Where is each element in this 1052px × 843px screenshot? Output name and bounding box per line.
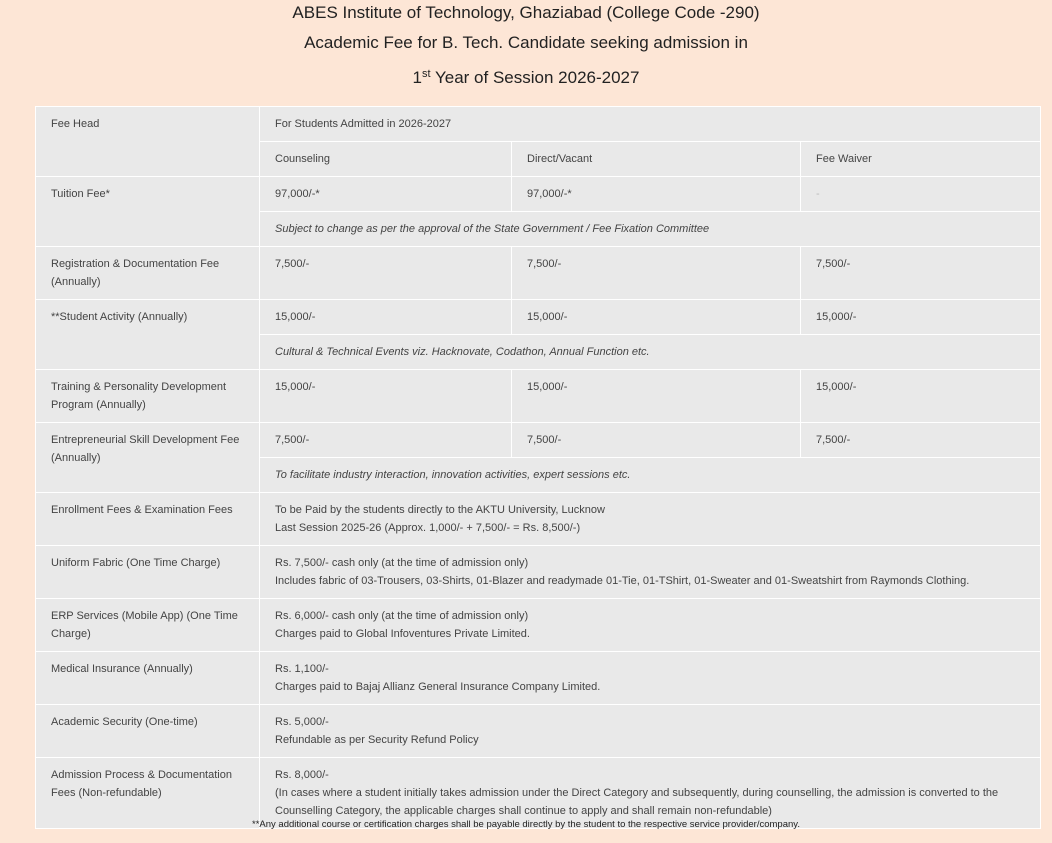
row-detail: [260, 599, 1041, 652]
row-label: Medical Insurance (Annually): [36, 652, 260, 705]
table-row: [36, 546, 1041, 599]
column-header-waiver: Fee Waiver: [801, 142, 1041, 177]
institute-title: ABES Institute of Technology, Ghaziabad (College Code -290): [292, 3, 760, 22]
cell-counseling: 97,000/-*: [260, 177, 512, 212]
cell-direct: 15,000/-: [512, 370, 801, 423]
row-label: ERP Services (Mobile App) (One Time Charge): [36, 599, 260, 652]
row-note: Subject to change as per the approval of the State Government / Fee Fixation Committee: [260, 212, 1041, 247]
cell-direct: 7,500/-: [512, 423, 801, 458]
table-row: [36, 423, 1041, 458]
table-row: [36, 705, 1041, 758]
footnote: **Any additional course or certification charges shall be payable directly by the student to the respective service provider/company.: [252, 819, 800, 830]
fee-head-header: Fee Head: [36, 107, 260, 177]
row-label: Uniform Fabric (One Time Charge): [36, 546, 260, 599]
row-note: To facilitate industry interaction, innovation activities, expert sessions etc.: [260, 458, 1041, 493]
row-label: **Student Activity (Annually): [36, 300, 260, 370]
row-label: Academic Security (One-time): [36, 705, 260, 758]
detail-line: (In cases where a student initially takes admission under the Direct Category and subsequently, during counselling, the admission is converted to the Counselling Category, the applicable charges shall continue to apply and shall remain non-refundable): [275, 787, 999, 817]
fee-subtitle: Academic Fee for B. Tech. Candidate seeking admission in: [304, 33, 748, 52]
table-row: [36, 493, 1041, 546]
row-detail: [260, 546, 1041, 599]
year-ordinal-suffix: st: [422, 68, 431, 80]
cell-direct: 7,500/-: [512, 247, 801, 300]
detail-line: Rs. 6,000/- cash only (at the time of admission only): [275, 610, 529, 622]
cell-counseling: 7,500/-: [260, 247, 512, 300]
cell-counseling: 15,000/-: [260, 370, 512, 423]
admitted-header: For Students Admitted in 2026-2027: [260, 107, 1041, 142]
cell-waiver: 7,500/-: [801, 247, 1041, 300]
cell-waiver: 15,000/-: [801, 300, 1041, 335]
column-header-counseling: Counseling: [260, 142, 512, 177]
cell-direct: 97,000/-*: [512, 177, 801, 212]
cell-waiver: 15,000/-: [801, 370, 1041, 423]
fee-table: [35, 106, 1041, 829]
row-detail: [260, 652, 1041, 705]
row-detail: [260, 705, 1041, 758]
table-row: [36, 652, 1041, 705]
detail-line: Rs. 8,000/-: [275, 769, 329, 781]
row-label: Tuition Fee*: [36, 177, 260, 247]
cell-counseling: 15,000/-: [260, 300, 512, 335]
table-row: [36, 300, 1041, 335]
detail-line: Charges paid to Bajaj Allianz General Insurance Company Limited.: [275, 681, 601, 693]
row-note: Cultural & Technical Events viz. Hacknovate, Codathon, Annual Function etc.: [260, 335, 1041, 370]
detail-line: Rs. 1,100/-: [275, 663, 329, 675]
table-row: [36, 247, 1041, 300]
column-header-direct: Direct/Vacant: [512, 142, 801, 177]
cell-direct: 15,000/-: [512, 300, 801, 335]
row-label: Enrollment Fees & Examination Fees: [36, 493, 260, 546]
cell-waiver: 7,500/-: [801, 423, 1041, 458]
session-text: Year of Session 2026-2027: [430, 68, 640, 87]
detail-line: Rs. 7,500/- cash only (at the time of admission only): [275, 557, 529, 569]
row-detail: [260, 493, 1041, 546]
detail-line: Charges paid to Global Infoventures Private Limited.: [275, 628, 530, 640]
cell-waiver: -: [801, 177, 1041, 212]
session-title: [0, 66, 1052, 90]
table-row: [36, 599, 1041, 652]
detail-line: Includes fabric of 03-Trousers, 03-Shirts, 01-Blazer and readymade 01-Tie, 01-TShirt, 01-Sweater and 01-Sweatshirt from Raymonds Clothing.: [275, 575, 970, 587]
row-label: Training & Personality Development Program (Annually): [36, 370, 260, 423]
detail-line: Refundable as per Security Refund Policy: [275, 734, 479, 746]
row-label: Registration & Documentation Fee (Annually): [36, 247, 260, 300]
table-row: [36, 107, 1041, 142]
row-label: Entrepreneurial Skill Development Fee (Annually): [36, 423, 260, 493]
detail-line: Last Session 2025-26 (Approx. 1,000/- + 7,500/- = Rs. 8,500/-): [275, 522, 581, 534]
detail-line: To be Paid by the students directly to the AKTU University, Lucknow: [275, 504, 605, 516]
table-row: [36, 370, 1041, 423]
detail-line: Rs. 5,000/-: [275, 716, 329, 728]
table-row: [36, 177, 1041, 212]
cell-counseling: 7,500/-: [260, 423, 512, 458]
row-label: Admission Process & Documentation Fees (Non-refundable): [36, 758, 260, 829]
year-number: 1: [412, 68, 422, 87]
